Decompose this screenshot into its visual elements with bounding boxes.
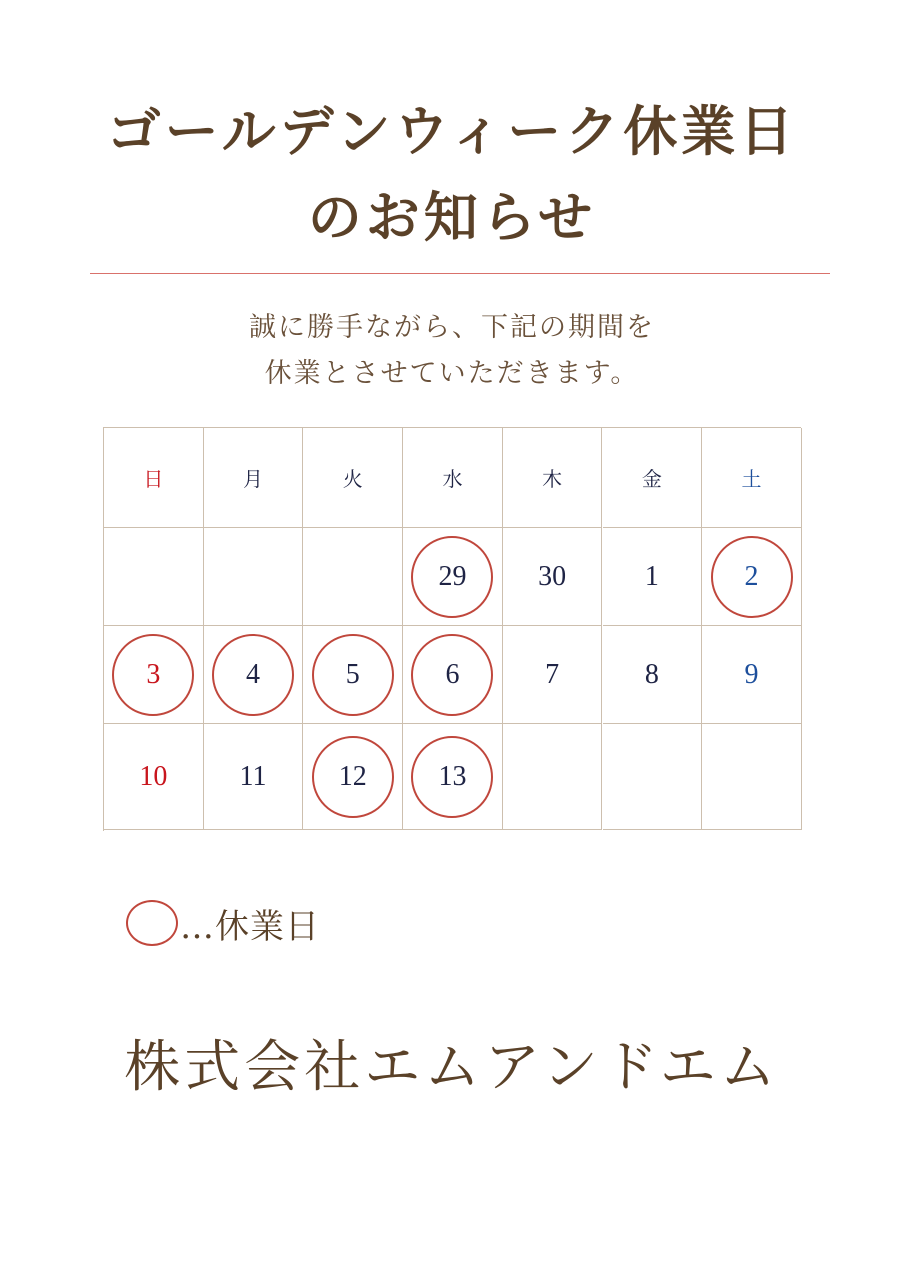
calendar-day-cell — [503, 626, 603, 724]
calendar-day-cell — [702, 528, 802, 626]
calendar-day-cell — [702, 724, 802, 830]
weekday-label: 日 — [143, 467, 164, 491]
calendar-day-cell — [503, 528, 603, 626]
calendar-day-cell — [403, 724, 503, 830]
page-title-line-2: のお知らせ — [307, 185, 597, 249]
intro-text-line-1: 誠に勝手ながら、下記の期間を — [249, 312, 655, 343]
weekday-header — [702, 428, 802, 528]
legend-label: …休業日 — [180, 906, 320, 947]
calendar-day-cell — [403, 626, 503, 724]
weekday-label: 土 — [741, 467, 762, 491]
weekday-label: 火 — [342, 467, 363, 491]
calendar-day-number: 3 — [146, 658, 161, 690]
calendar-day-cell — [702, 626, 802, 724]
weekday-label: 木 — [542, 467, 563, 491]
calendar-day-cell — [403, 528, 503, 626]
calendar-day-cell — [204, 626, 304, 724]
weekday-header — [403, 428, 503, 528]
calendar-day-cell — [603, 626, 703, 724]
calendar-day-number: 29 — [438, 560, 467, 592]
weekday-header — [104, 428, 204, 528]
calendar-day-number: 11 — [239, 760, 267, 792]
calendar-day-number: 10 — [139, 760, 168, 792]
calendar-day-number: 6 — [445, 658, 460, 690]
weekday-label: 月 — [243, 467, 264, 491]
weekday-header — [303, 428, 403, 528]
calendar-day-cell — [104, 724, 204, 830]
calendar-day-number: 13 — [438, 760, 467, 792]
page-title-line-1: ゴールデンウィーク休業日 — [106, 99, 798, 163]
calendar-day-number: 30 — [538, 560, 567, 592]
calendar-day-cell — [204, 528, 304, 626]
calendar-day-number: 1 — [644, 560, 659, 592]
weekday-label: 水 — [442, 467, 463, 491]
calendar-day-number: 4 — [246, 658, 261, 690]
calendar-day-cell — [204, 724, 304, 830]
intro-text-line-2: 休業とさせていただきます。 — [264, 358, 640, 389]
calendar-day-cell — [603, 724, 703, 830]
calendar-day-cell — [104, 626, 204, 724]
calendar-day-cell — [603, 528, 703, 626]
weekday-header — [603, 428, 703, 528]
title-divider — [90, 273, 830, 274]
legend-circle-icon — [126, 900, 178, 946]
weekday-header — [503, 428, 603, 528]
weekday-header — [204, 428, 304, 528]
company-name: 株式会社エムアンドエム — [124, 1035, 780, 1100]
calendar-day-number: 12 — [338, 760, 367, 792]
calendar-day-cell — [303, 724, 403, 830]
calendar-day-number: 5 — [345, 658, 360, 690]
holiday-calendar — [103, 427, 801, 831]
calendar-day-number: 2 — [744, 560, 759, 592]
calendar-day-cell — [104, 528, 204, 626]
calendar-day-cell — [303, 528, 403, 626]
calendar-day-cell — [303, 626, 403, 724]
calendar-day-cell — [503, 724, 603, 830]
calendar-day-number: 8 — [644, 658, 659, 690]
weekday-label: 金 — [641, 467, 662, 491]
calendar-day-number: 9 — [744, 658, 759, 690]
calendar-day-number: 7 — [545, 658, 560, 690]
legend — [126, 900, 320, 946]
